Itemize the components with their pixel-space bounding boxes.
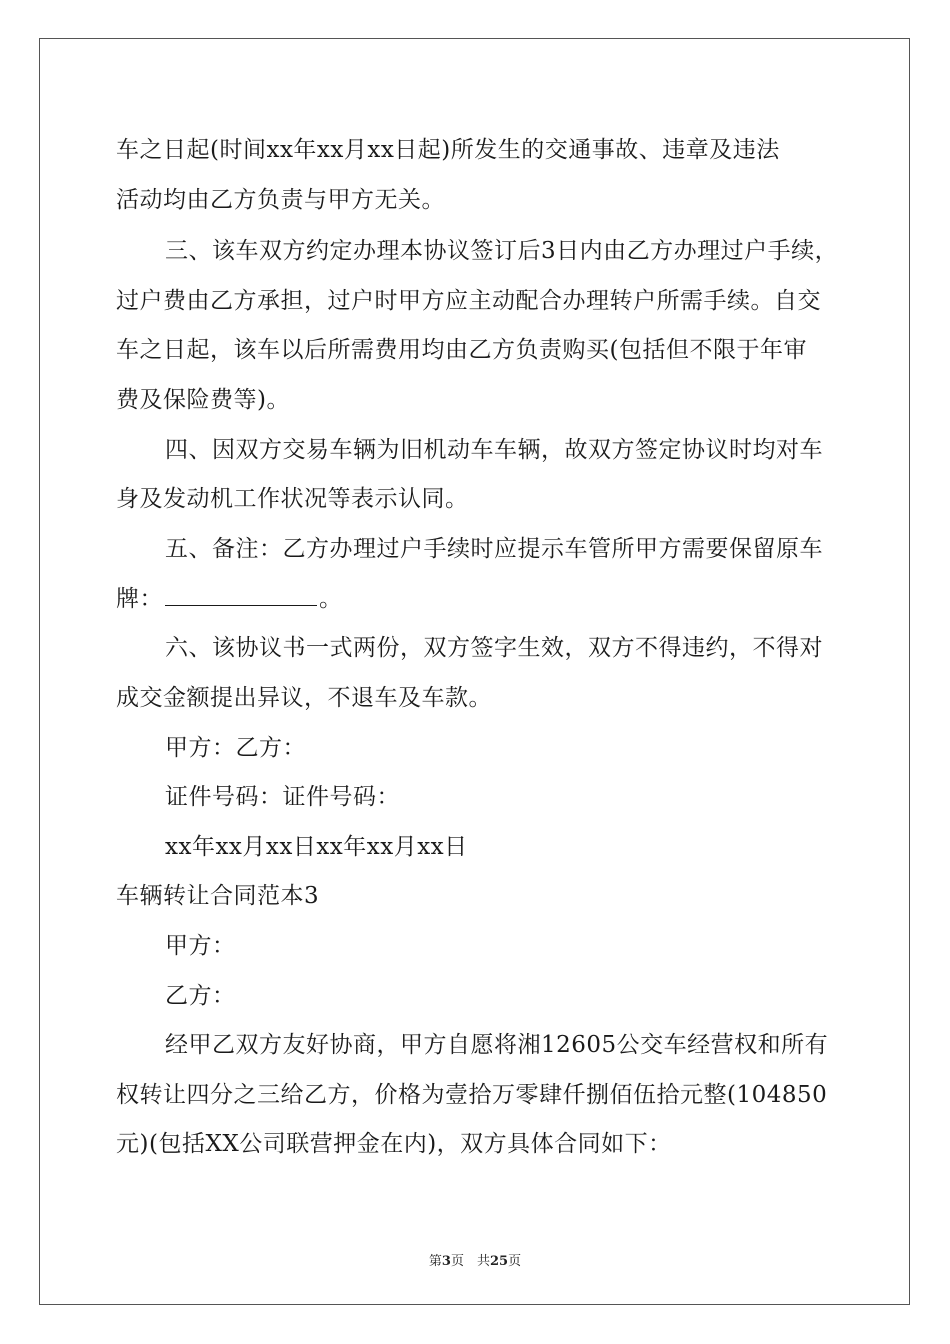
- clause-three-line: 三、该车双方约定办理本协议签订后3日内由乙方办理过户手续，: [165, 238, 839, 264]
- plate-blank-field: [165, 585, 317, 606]
- paragraph-line: 费及保险费等)。: [116, 387, 290, 413]
- plate-label: 牌：: [116, 586, 163, 612]
- paragraph-line: 车之日起，该车以后所需费用均由乙方负责购买(包括但不限于年审: [116, 337, 807, 363]
- footer-prefix: 第: [428, 1254, 442, 1269]
- clause-six-line: 六、该协议书一式两份，双方签字生效，双方不得违约，不得对: [165, 635, 823, 661]
- footer-suffix: 页: [508, 1254, 522, 1269]
- paragraph-line: 身及发动机工作状况等表示认同。: [116, 486, 469, 512]
- page-border: [39, 38, 910, 1305]
- paragraph-line: 成交金额提出异议，不退车及车款。: [116, 685, 492, 711]
- intro-line: 经甲乙双方友好协商，甲方自愿将湘12605公交车经营权和所有: [165, 1032, 829, 1058]
- paragraph-line: 权转让四分之三给乙方，价格为壹拾万零肆仟捌佰伍拾元整(104850: [116, 1082, 828, 1108]
- party-a-label: 甲方：: [165, 933, 236, 959]
- paragraph-line: 过户费由乙方承担，过户时甲方应主动配合办理转户所需手续。自交: [116, 288, 821, 314]
- id-numbers: 证件号码：证件号码：: [165, 784, 400, 810]
- paragraph-line: 活动均由乙方负责与甲方无关。: [116, 187, 445, 213]
- footer-mid: 页 共: [450, 1254, 490, 1269]
- page-footer: [0, 1250, 950, 1269]
- party-b-label: 乙方：: [165, 983, 236, 1009]
- license-plate-line: [116, 584, 343, 614]
- footer-page-number: 3: [441, 1254, 451, 1269]
- footer-total-pages: 25: [489, 1254, 509, 1269]
- clause-five-line: 五、备注：乙方办理过户手续时应提示车管所甲方需要保留原车: [165, 536, 823, 562]
- signature-dates: xx年xx月xx日xx年xx月xx日: [165, 834, 468, 860]
- signature-parties: 甲方：乙方：: [165, 735, 306, 761]
- section-title: 车辆转让合同范本3: [116, 883, 320, 909]
- paragraph-line: 元)(包括XX公司联营押金在内)，双方具体合同如下：: [116, 1131, 672, 1157]
- clause-four-line: 四、因双方交易车辆为旧机动车车辆，故双方签定协议时均对车: [165, 437, 823, 463]
- paragraph-line: 车之日起(时间xx年xx月xx日起)所发生的交通事故、违章及违法: [116, 137, 780, 163]
- plate-end-mark: 。: [319, 586, 343, 612]
